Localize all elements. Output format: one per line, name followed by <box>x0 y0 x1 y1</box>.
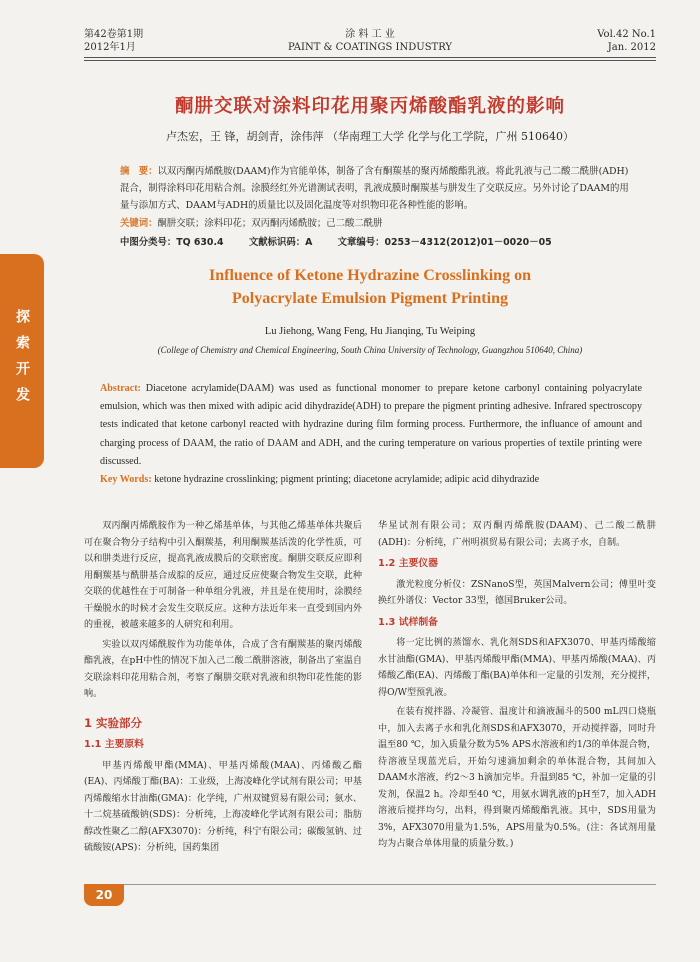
keywords-en-label: Key Words: <box>100 474 152 486</box>
body-column-left <box>84 518 362 860</box>
abstract-cn-text: 以双丙酮丙烯酰胺(DAAM)作为官能单体，制备了含有酮羰基的聚丙烯酸酯乳液。将此乳液与己二酸二酰肼(ADH)混合，制得涂料印花用粘合剂。涂膜经红外光谱测试表明，乳液成膜时酮羰基与肼发生了交联反应。另外讨论了DAAM的用量与添加方式、DAAM与ADH的质量比以及固化温度等对织物印花各种性能的影响。 <box>120 166 629 211</box>
keywords-cn-label: 关键词： <box>120 218 158 229</box>
section-tab <box>0 254 44 468</box>
affiliation-en: (College of Chemistry and Chemical Engineering, South China University of Technology, Guangzhou 510640, China) <box>157 345 583 355</box>
body-paragraph: 在装有搅拌器、冷凝管、温度计和滴液漏斗的500 mL四口烧瓶中，加入去离子水和乳化剂SDS和AFX3070，开动搅拌器，同时升温至80 ℃，加入质量分数为5% APS水溶液和约1/3的单体混合物，待溶液呈现蓝光后，开始匀速滴加剩余的单体混合物，其间加入DAAM水溶液，约2～3 h滴加完毕。升温到85 ℃，补加一定量的引发剂，保温2 h。冷却至40 ℃，用氨水调乳液的pH至7，加入ADH溶液后搅拌均匀，出料，得到聚丙烯酸酯乳液。其中，SDS用量为3%，AFX3070用量为1.5%，APS用量为0.5%。(注：各试剂用量均为占聚合单体用量的质量分数。) <box>378 707 656 849</box>
section-tab-label: 探索开发 <box>14 309 30 413</box>
abstract-en <box>100 380 642 489</box>
footer-rule <box>84 884 656 885</box>
subsection-heading: 1.3 试样制备 <box>378 616 438 628</box>
keywords-cn <box>120 215 630 229</box>
body-paragraph: 甲基丙烯酸甲酯(MMA)、甲基丙烯酸(MAA)、丙烯酸乙酯(EA)、丙烯酸丁酯(BA)：工业级，上海凌峰化学试剂有限公司；甲基丙烯酸缩水甘油酯(GMA)：化学纯，广州双键贸易有限公司；氨水、十二烷基硫酸钠(SDS)：分析纯，上海凌峰化学试剂有限公司；脂肪醇改性聚乙二醇(AFX3070)：分析纯，科宁有限公司；碳酸氢钠、过硫酸铵(APS)：分析纯，国药集团 <box>84 760 362 853</box>
body-paragraph: 将一定比例的蒸馏水、乳化剂SDS和AFX3070、甲基丙烯酸缩水甘油酯(GMA)、甲基丙烯酸甲酯(MMA)、甲基丙烯酸(MAA)、丙烯酸乙酯(EA)、丙烯酸丁酯(BA)单体和一定量的引发剂，充分搅拌，得O/W型预乳液。 <box>378 638 656 698</box>
keywords-en-text: ketone hydrazine crosslinking; pigment printing; diacetone acrylamide; adipic acid dihydrazide <box>154 474 540 486</box>
header-rule-thin <box>84 60 656 61</box>
body-paragraph: 激光粒度分析仪：ZSNanoS型，英国Malvern公司；傅里叶变换红外谱仪：Vector 33型，德国Bruker公司。 <box>378 579 656 606</box>
page-number: 20 <box>84 884 124 906</box>
running-header <box>84 28 656 54</box>
volume-info: Vol.42 No.1 Jan. 2012 <box>597 29 656 53</box>
journal-name: 涂 料 工 业 PAINT & COATINGS INDUSTRY <box>287 29 453 53</box>
article-number: 文章编号：0253－4312(2012)01－0020－05 <box>337 237 552 248</box>
issue-info: 第42卷第1期 2012年1月 <box>84 29 144 53</box>
paper-title-en: Influence of Ketone Hydrazine Crosslinking on Polyacrylate Emulsion Pigment Printing <box>209 267 531 307</box>
body-paragraph: 实验以双丙烯酰胺作为功能单体，合成了含有酮羰基的聚丙烯酸酯乳液，在pH中性的情况下加入己二酸二酰肼溶液，制备出了室温自交联涂料印花用粘合剂，考察了酮肼交联对乳液和织物印花性能的影响。 <box>84 639 362 699</box>
body-paragraph: 华星试剂有限公司；双丙酮丙烯酰胺(DAAM)、己二酸二酰肼(ADH)：分析纯，广州明祺贸易有限公司；去离子水，自制。 <box>378 521 656 548</box>
abstract-en-label: Abstract: <box>100 383 141 394</box>
abstract-en-text: Diacetone acrylamide(DAAM) was used as functional monomer to prepare ketone carbonyl containing polyacrylate emulsion, which was then mixed with adipic acid dihydrazide(ADH) to prepare the pigment printing adhesive. Infrared spectroscopy tests indicated that ketone carbonyl reacted with hydrazine during film forming process. Furthermore, the influance of amount and charging process of DAAM, the ratio of DAAM and ADH, and the curing temperature on various properties of textile printing were discussed. <box>100 383 642 467</box>
keywords-en <box>100 471 642 489</box>
header-rule <box>84 57 656 58</box>
classification-meta <box>120 234 630 248</box>
body-column-right <box>378 518 656 856</box>
authors-en: Lu Jiehong, Wang Feng, Hu Jianqing, Tu Weiping <box>264 326 476 337</box>
paper-title-cn: 酮肼交联对涂料印花用聚丙烯酸酯乳液的影响 <box>174 96 565 117</box>
authors-cn: 卢杰宏，王 锋，胡剑青，涂伟萍 （华南理工大学 化学与化工学院，广州 510640） <box>166 130 574 143</box>
abstract-cn-label: 摘 要： <box>120 166 158 177</box>
keywords-cn-text: 酮肼交联；涂料印花；双丙酮丙烯酰胺；己二酸二酰肼 <box>157 218 383 229</box>
body-paragraph: 双丙酮丙烯酰胺作为一种乙烯基单体，与其他乙烯基单体共聚后可在聚合物分子结构中引入酮羰基，利用酮羰基活泼的化学性质，可以和肼类进行反应，提高乳液成膜后的交联密度。酮肼交联反应即利用酮羰基与酰肼基合成腙的反应，通过反应使聚合物发生交联，此种交联的优越性在于可制备一种单组分乳液，并且是在使用时，涂膜经干燥脱水的时候才会发生交联反应。这种方法近年来一直受到国内外的重视，被越来越多的人研究和利用。 <box>84 521 362 630</box>
abstract-cn <box>120 163 630 214</box>
subsection-heading: 1.1 主要原料 <box>84 739 144 750</box>
abstract-en-paragraph <box>100 380 642 471</box>
clc-number: 中图分类号：TQ 630.4 <box>120 237 224 248</box>
section-heading: 1 实验部分 <box>84 715 143 730</box>
subsection-heading: 1.2 主要仪器 <box>378 558 438 569</box>
document-code: 文献标识码：A <box>248 237 313 248</box>
